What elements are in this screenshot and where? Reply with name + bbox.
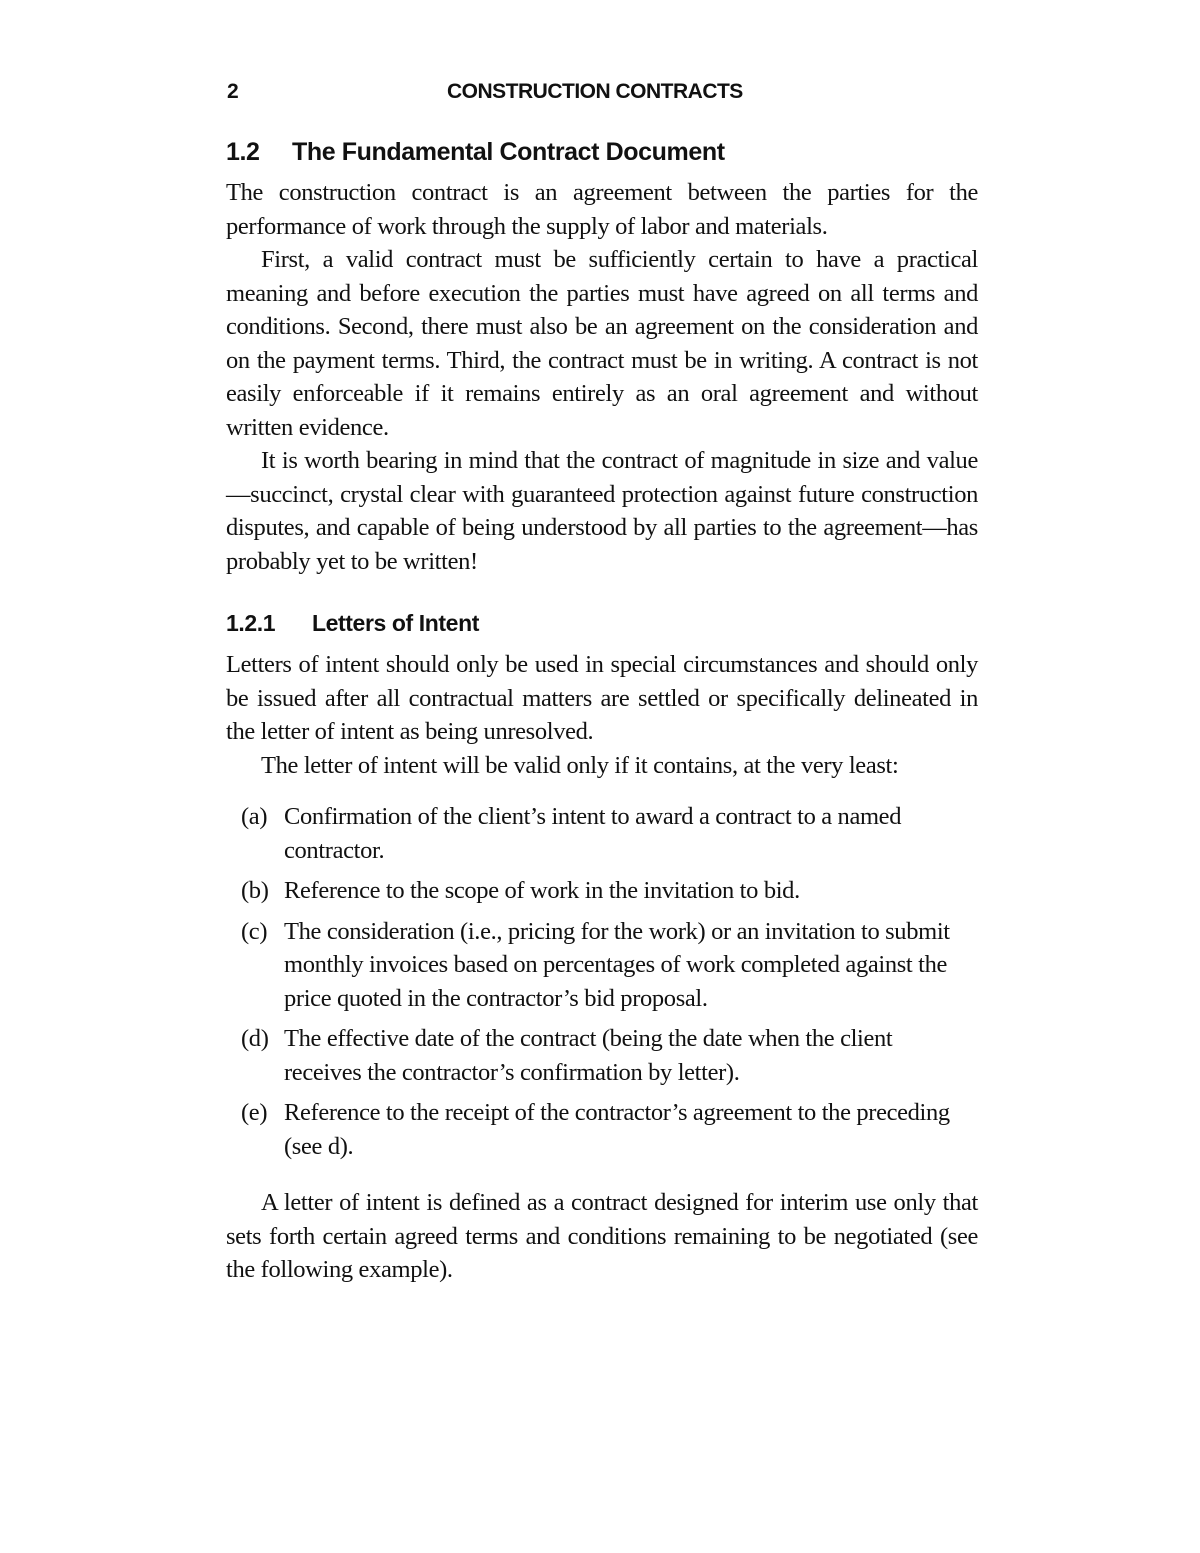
subsection-title: Letters of Intent: [312, 610, 479, 636]
section-heading: [226, 138, 725, 167]
list-item: [226, 1096, 978, 1163]
list-marker: (d): [241, 1025, 269, 1052]
requirements-list: [226, 800, 978, 1170]
list-marker: (c): [241, 917, 268, 945]
list-item-text: The consideration (i.e., pricing for the work) or an invitation to submit monthly invoices based on percentages of work completed against the price quoted in the contractor’s bid proposal.: [284, 917, 950, 1012]
book-title: CONSTRUCTION CONTRACTS: [447, 80, 743, 103]
list-item: [226, 874, 978, 908]
paragraph: Letters of intent should only be used in special circumstances and should only be issued after all contractual matters are settled or specifically delineated in the letter of intent as being unresolved.: [226, 651, 978, 745]
paragraph: The construction contract is an agreement between the parties for the performance of work through the supply of labor and materials.: [226, 179, 978, 240]
running-header: [226, 80, 978, 110]
subsection-number: 1.2.1: [226, 610, 276, 636]
list-marker: (a): [241, 803, 268, 830]
subsection-body: [226, 648, 978, 782]
paragraph: It is worth bearing in mind that the contract of magnitude in size and value—succinct, crystal clear with guaranteed protection against future construction disputes, and capable of being understood by all parties to the agreement—has probably yet to be written!: [226, 447, 978, 575]
list-item-text: The effective date of the contract (being the date when the client receives the contractor’s confirmation by letter).: [284, 1025, 893, 1086]
list-marker: (b): [241, 877, 269, 904]
section-body: [226, 176, 978, 578]
section-title: The Fundamental Contract Document: [292, 138, 725, 166]
list-item: [226, 915, 978, 1016]
paragraph: The letter of intent will be valid only if it contains, at the very least:: [261, 751, 899, 779]
list-item: [226, 1022, 978, 1089]
list-marker: (e): [241, 1099, 268, 1126]
list-item-text: Reference to the receipt of the contractor’s agreement to the preceding (see d).: [284, 1099, 950, 1160]
list-item: [226, 800, 978, 867]
section-number: 1.2: [226, 138, 260, 166]
closing-body: [226, 1186, 978, 1287]
subsection-heading: [226, 610, 479, 637]
paragraph: First, a valid contract must be sufficiently certain to have a practical meaning and before execution the parties must have agreed on all terms and conditions. Second, there must also be an agreement on the consideration and on the payment terms. Third, the contract must be in writing. A contract is not easily enforceable if it remains entirely as an oral agreement and without written evidence.: [226, 246, 978, 441]
page-number: 2: [227, 80, 239, 103]
list-item-text: Reference to the scope of work in the invitation to bid.: [284, 877, 800, 904]
paragraph: A letter of intent is defined as a contract designed for interim use only that sets forth certain agreed terms and conditions remaining to be negotiated (see the following example).: [226, 1189, 978, 1283]
list-item-text: Confirmation of the client’s intent to award a contract to a named contractor.: [284, 803, 902, 864]
